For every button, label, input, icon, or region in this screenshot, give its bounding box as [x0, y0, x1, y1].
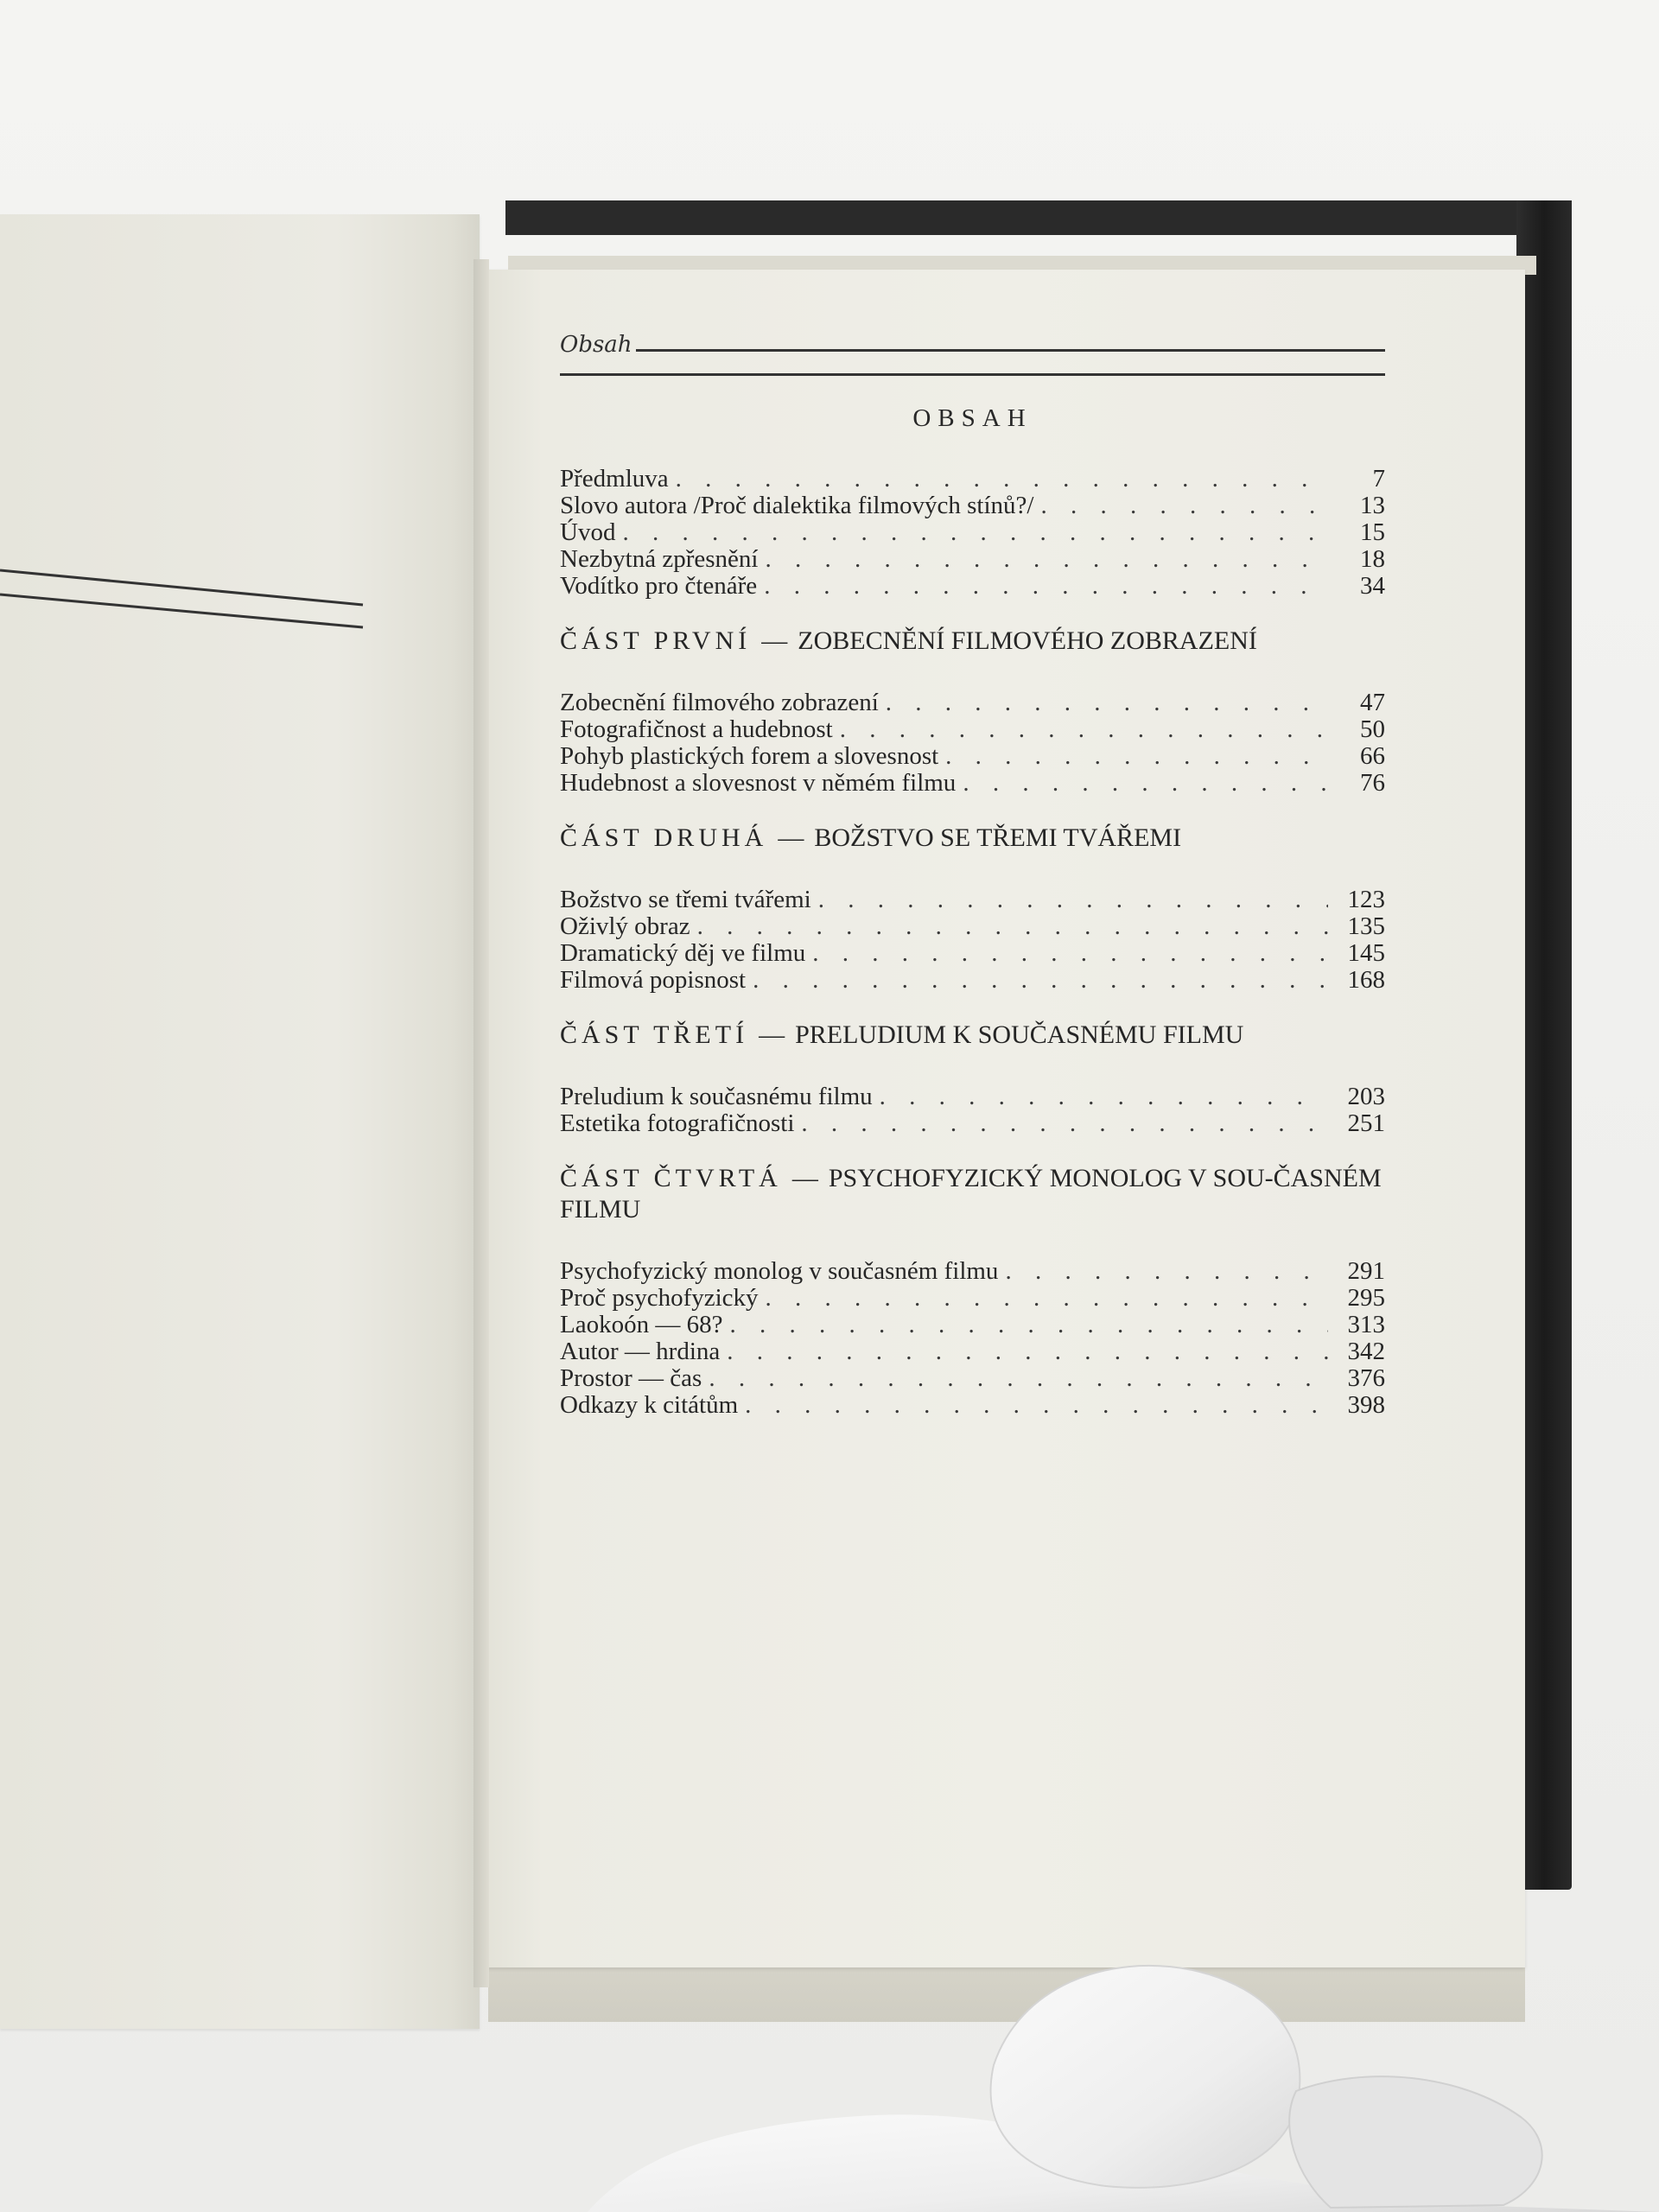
dot-leader: [697, 913, 1328, 940]
toc-entry-page: 50: [1360, 715, 1385, 743]
toc-entry-title: Božstvo se třemi tvářemi: [560, 886, 811, 913]
toc-entry-title: Nezbytná zpřesnění: [560, 545, 759, 573]
part-label: ČÁST DRUHÁ: [560, 823, 768, 852]
dot-leader: [880, 1084, 1328, 1110]
toc-entry: [560, 546, 1385, 573]
dot-leader: [945, 743, 1328, 770]
dot-leader: [729, 1312, 1328, 1338]
toc-entry: [560, 716, 1385, 743]
dot-leader: [886, 690, 1328, 716]
toc-entry: [560, 1312, 1385, 1338]
toc-entry: [560, 940, 1385, 967]
part-label: ČÁST TŘETÍ: [560, 1020, 749, 1049]
toc-entry-page: 7: [1372, 465, 1385, 493]
toc-part-3: [560, 1020, 1385, 1137]
toc-entry-page: 313: [1347, 1311, 1385, 1338]
toc-entry-page: 13: [1360, 492, 1385, 519]
toc-part-4: [560, 1163, 1385, 1419]
dot-leader: [818, 887, 1328, 913]
part-title: ZOBECNĚNÍ FILMOVÉHO ZOBRAZENÍ: [798, 626, 1257, 655]
toc-entry: [560, 887, 1385, 913]
toc-entry-title: Hudebnost a slovesnost v němém filmu: [560, 769, 957, 797]
toc-entry: [560, 967, 1385, 994]
toc-intro-section: [560, 466, 1385, 600]
toc-entry-page: 34: [1360, 572, 1385, 600]
toc-entry: [560, 1084, 1385, 1110]
toc-entry-title: Pohyb plastických forem a slovesnost: [560, 742, 939, 770]
dot-leader: [753, 967, 1328, 994]
toc-entry-page: 376: [1347, 1364, 1385, 1392]
running-head-title: Obsah: [560, 332, 632, 358]
part-label: ČÁST ČTVRTÁ: [560, 1164, 782, 1192]
toc-entry: [560, 466, 1385, 493]
toc-entry: [560, 770, 1385, 797]
part-dash: —: [759, 1020, 785, 1049]
dot-leader: [709, 1365, 1328, 1392]
toc-entry-title: Autor — hrdina: [560, 1338, 721, 1365]
toc-entry-title: Filmová popisnost: [560, 966, 747, 994]
dot-leader: [622, 519, 1328, 546]
toc-entry-title: Dramatický děj ve filmu: [560, 939, 806, 967]
running-head: [560, 328, 1385, 389]
toc-entry-page: 135: [1347, 912, 1385, 940]
toc-entry-title: Prostor — čas: [560, 1364, 702, 1392]
gloved-hand: [588, 1866, 1659, 2212]
toc-entry-page: 47: [1360, 689, 1385, 716]
toc-entry-page: 76: [1360, 769, 1385, 797]
dot-leader: [1005, 1258, 1328, 1285]
toc-entry-title: Proč psychofyzický: [560, 1284, 759, 1312]
toc-entry-page: 66: [1360, 742, 1385, 770]
part-heading: [560, 823, 1385, 854]
toc-title: OBSAH: [912, 404, 1033, 432]
glove-thumb: [991, 1966, 1300, 2188]
part-dash: —: [791, 1164, 818, 1192]
toc-entry: [560, 913, 1385, 940]
toc-entry-title: Odkazy k citátům: [560, 1391, 739, 1419]
toc-entry-title: Fotografičnost a hudebnost: [560, 715, 833, 743]
toc-entry-page: 291: [1347, 1257, 1385, 1285]
toc-entry: [560, 1110, 1385, 1137]
dot-leader: [801, 1110, 1328, 1137]
toc-entry: [560, 1258, 1385, 1285]
dot-leader: [765, 546, 1328, 573]
dot-leader: [727, 1338, 1328, 1365]
toc-entry-title: Předmluva: [560, 465, 669, 493]
toc-entry: [560, 743, 1385, 770]
toc-part-2: [560, 823, 1385, 994]
toc-page-content: [560, 328, 1385, 1445]
toc-entry-page: 18: [1360, 545, 1385, 573]
toc-entry-page: 295: [1347, 1284, 1385, 1312]
toc-entry-page: 123: [1347, 886, 1385, 913]
book-gutter: [474, 259, 489, 1987]
toc-entry-title: Preludium k současnému filmu: [560, 1083, 873, 1110]
glove-finger: [1289, 2076, 1542, 2208]
toc-entry: [560, 690, 1385, 716]
book-cover-top: [505, 200, 1572, 235]
toc-entry-page: 251: [1347, 1109, 1385, 1137]
dot-leader: [840, 716, 1328, 743]
toc-part-1: [560, 626, 1385, 797]
dot-leader: [764, 573, 1328, 600]
toc-entry: [560, 493, 1385, 519]
toc-entry-title: Oživlý obraz: [560, 912, 690, 940]
running-head-rule-upper: [636, 349, 1385, 352]
toc-entry: [560, 573, 1385, 600]
part-heading: [560, 1163, 1385, 1225]
dot-leader: [812, 940, 1328, 967]
part-dash: —: [778, 823, 804, 852]
part-heading: [560, 1020, 1385, 1051]
toc-entry: [560, 1285, 1385, 1312]
toc-entry-title: Laokoón — 68?: [560, 1311, 723, 1338]
left-page: [0, 214, 480, 2029]
toc-entry-page: 15: [1360, 518, 1385, 546]
toc-entry-title: Vodítko pro čtenáře: [560, 572, 758, 600]
toc-entry-title: Úvod: [560, 518, 616, 546]
toc-entry: [560, 1365, 1385, 1392]
toc-entry-page: 398: [1347, 1391, 1385, 1419]
dot-leader: [1040, 493, 1328, 519]
dot-leader: [766, 1285, 1328, 1312]
toc-entry-title: Slovo autora /Proč dialektika filmových stínů?/: [560, 492, 1034, 519]
left-page-rules: [0, 543, 372, 646]
part-label: ČÁST PRVNÍ: [560, 626, 752, 655]
toc-entry: [560, 1392, 1385, 1419]
dot-leader: [745, 1392, 1328, 1419]
running-head-rule-lower: [560, 373, 1385, 376]
toc-entry-title: Psychofyzický monolog v současném filmu: [560, 1257, 999, 1285]
toc-entry-page: 168: [1347, 966, 1385, 994]
dot-leader: [963, 770, 1328, 797]
part-dash: —: [761, 626, 788, 655]
toc-entry: [560, 519, 1385, 546]
toc-entry-page: 342: [1347, 1338, 1385, 1365]
toc-entry-title: Estetika fotografičnosti: [560, 1109, 795, 1137]
part-title: PRELUDIUM K SOUČASNÉMU FILMU: [795, 1020, 1244, 1049]
toc-entry: [560, 1338, 1385, 1365]
toc-entry-title: Zobecnění filmového zobrazení: [560, 689, 879, 716]
toc-entry-page: 203: [1347, 1083, 1385, 1110]
part-title: PSYCHOFYZICKÝ MONOLOG V SOU-ČASNÉM FILMU: [560, 1164, 1382, 1224]
dot-leader: [676, 466, 1328, 493]
part-title: BOŽSTVO SE TŘEMI TVÁŘEMI: [814, 823, 1182, 852]
part-heading: [560, 626, 1385, 657]
toc-entry-page: 145: [1347, 939, 1385, 967]
